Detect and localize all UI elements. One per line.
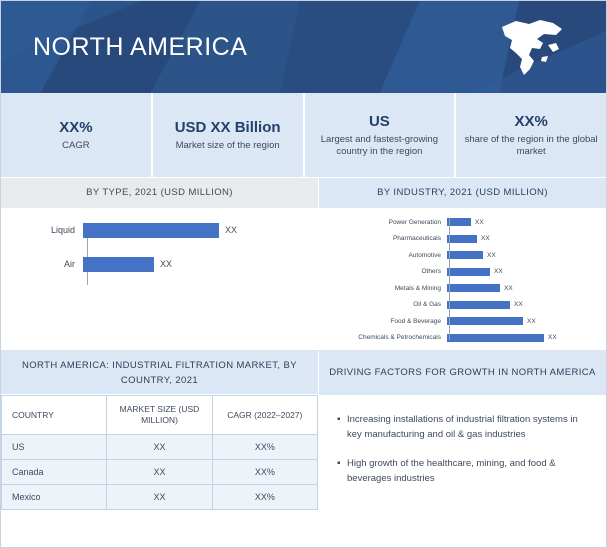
bar-value-label: XX [504, 284, 513, 292]
cell-country: Canada [2, 460, 107, 485]
drivers-list [319, 396, 606, 486]
bar-fill [447, 301, 510, 309]
kpi-strip [1, 93, 606, 178]
by-industry-title: BY INDUSTRY, 2021 (USD MILLION) [319, 178, 606, 209]
driver-text: Increasing installations of industrial filtration systems in key manufacturing and oil & gas industries [347, 414, 578, 440]
by-type-title: BY TYPE, 2021 (USD MILLION) [1, 178, 318, 209]
bar-fill [83, 223, 219, 238]
bar-item [319, 315, 606, 327]
bar-value-label: XX [160, 259, 173, 269]
bar-fill [447, 268, 490, 276]
cell-market-size: XX [107, 435, 212, 460]
list-item [337, 456, 588, 486]
bar-track [83, 219, 318, 241]
bullet-icon: ▪ [337, 458, 341, 469]
bar-value-label: XX [225, 225, 238, 235]
kpi-value: USD XX Billion [174, 118, 281, 136]
bar-item [319, 233, 606, 245]
kpi-label: Largest and fastest-growing country in the region [320, 133, 438, 157]
charts-row [1, 178, 606, 351]
cell-country: Mexico [2, 485, 107, 510]
drivers-title: DRIVING FACTORS FOR GROWTH IN NORTH AMERICA [319, 351, 606, 396]
table-header-country: COUNTRY [2, 396, 107, 435]
kpi-value: XX% [59, 118, 93, 136]
cell-cagr: XX% [212, 460, 317, 485]
country-table-panel [1, 351, 319, 547]
bar-track [83, 253, 318, 275]
table-row [2, 460, 318, 485]
bullet-icon: ▪ [337, 414, 341, 425]
kpi-global-share [456, 93, 606, 177]
chart-axis-line [449, 218, 450, 340]
bar-value-label: XX [475, 218, 484, 226]
kpi-label: share of the region in the global market [464, 133, 598, 157]
bar-category-label: Liquid [50, 225, 75, 235]
bar-item [319, 266, 606, 278]
bar-value-label: XX [548, 334, 557, 341]
bar-item [1, 219, 318, 241]
bar-category-label: Oil & Gas [413, 301, 441, 308]
table-row [2, 485, 318, 510]
kpi-value: US [368, 112, 390, 130]
bar-category-label: Chemicals & Petrochemicals [358, 334, 441, 341]
bar-item [319, 249, 606, 261]
by-industry-chart [319, 209, 606, 357]
bar-fill [447, 284, 500, 292]
bar-category-label: Power Generation [388, 218, 441, 226]
cell-market-size: XX [107, 460, 212, 485]
bottom-row [1, 351, 606, 547]
bar-item [319, 216, 606, 228]
cell-market-size: XX [107, 485, 212, 510]
kpi-cagr [1, 93, 153, 177]
bar-value-label: XX [514, 301, 523, 308]
bar-fill [447, 218, 471, 226]
north-america-map-icon [496, 15, 568, 81]
table-header-cagr: CAGR (2022–2027) [212, 396, 317, 435]
bar-category-label: Food & Beverage [390, 317, 441, 325]
table-header-row [2, 396, 318, 435]
by-type-chart [1, 209, 318, 360]
bar-item [1, 253, 318, 275]
bar-category-label: Pharmaceuticals [392, 235, 441, 242]
cell-cagr: XX% [212, 435, 317, 460]
by-industry-panel [319, 178, 606, 350]
bar-category-label: Others [421, 268, 441, 275]
header-banner [1, 1, 606, 93]
bar-fill [447, 251, 483, 259]
bar-item [319, 332, 606, 344]
bar-fill [447, 317, 523, 325]
kpi-largest-country [305, 93, 457, 177]
bar-value-label: XX [487, 251, 496, 259]
table-row [2, 435, 318, 460]
bar-value-label: XX [494, 268, 503, 275]
table-header-market-size: MARKET SIZE (USD MILLION) [107, 396, 212, 435]
cell-country: US [2, 435, 107, 460]
kpi-label: Market size of the region [175, 139, 280, 151]
bar-fill [83, 257, 154, 272]
bar-fill [447, 334, 544, 342]
cell-cagr: XX% [212, 485, 317, 510]
driver-text: High growth of the healthcare, mining, and food & beverages industries [347, 458, 556, 484]
bar-value-label: XX [481, 235, 490, 242]
bar-item [319, 299, 606, 311]
kpi-value: XX% [514, 112, 548, 130]
by-type-panel [1, 178, 319, 350]
bar-item [319, 282, 606, 294]
bar-category-label: Air [64, 259, 75, 269]
kpi-market-size [153, 93, 305, 177]
kpi-label: CAGR [62, 139, 90, 151]
country-market-table [1, 395, 318, 510]
list-item [337, 412, 588, 442]
bar-category-label: Metals & Mining [394, 284, 441, 292]
country-table-title: NORTH AMERICA: INDUSTRIAL FILTRATION MARKET, BY COUNTRY, 2021 [1, 351, 318, 395]
bar-fill [447, 235, 477, 243]
page-title: NORTH AMERICA [33, 33, 248, 61]
bar-value-label: XX [527, 317, 536, 325]
drivers-panel [319, 351, 606, 547]
bar-category-label: Automotive [408, 251, 441, 259]
